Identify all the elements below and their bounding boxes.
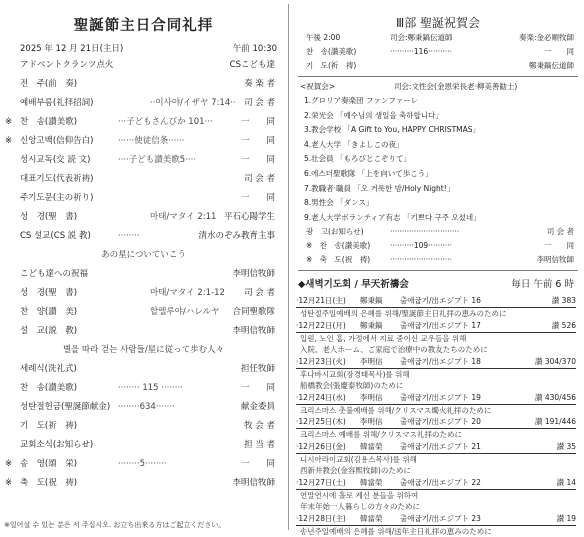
prayer-entry [292, 441, 584, 477]
order-item-person: 平石心陽学生 [223, 212, 275, 222]
prayer-entry [292, 392, 584, 417]
order-item-person: 牧 会 者 [244, 421, 275, 431]
program-item: 9.老人大学ボランティア有志 「기쁘다 구주 오셨네」 [304, 212, 481, 222]
row-detail: ··········109·········· [390, 241, 452, 251]
prayer-leader: 鄭秉鎬 [360, 296, 383, 306]
order-row [0, 284, 287, 303]
prayer-leader: 李明信 [360, 417, 383, 427]
prayer-date: ·12月24日(水) [296, 392, 346, 402]
prayer-hymn: 讃 191/446 [534, 417, 576, 427]
order-item-person: 李明信牧師 [232, 326, 275, 336]
prayer-topic: 西新井教会(金容煕牧師)のために [300, 466, 411, 476]
celebration-row [292, 253, 584, 267]
service-time: 午前 10:30 [232, 44, 277, 54]
prayer-topic: 성탄절주일예배의 은혜를 위해/聖誕節主日礼拝の恵みのために [300, 309, 507, 319]
order-item-person: 清水のぞみ教育主事 [198, 231, 275, 241]
celebration-row [292, 45, 584, 59]
order-item-ref: ········634······· [118, 402, 175, 412]
order-item-person: 一 同 [240, 459, 275, 469]
prayer-scripture: 출애굽기/出エジプト 20 [400, 417, 481, 427]
order-item-name: こども達への祝福 [20, 269, 89, 279]
prayer-topic: 후나바시교회(장경태목사)를 위해 [300, 369, 410, 379]
prayer-topic: 크리스마스 예배를 위해/クリスマス礼拝のために [300, 430, 462, 440]
prayer-leader: 韓當榮 [360, 477, 383, 487]
prayer-scripture: 출애굽기/出エジプト 21 [400, 441, 481, 451]
prayer-entry-head [296, 416, 576, 429]
order-row [0, 474, 287, 493]
order-item-person: 一 同 [240, 136, 275, 146]
order-item-name: 성시교독(交 読 文) [20, 155, 91, 165]
prayer-scripture: 출애굽기/出エジプト 16 [400, 296, 481, 306]
prayer-topic: 年末年始一人暮らしの方々のために [300, 502, 420, 512]
order-row [0, 265, 287, 284]
program-hosts: 司会:文性会(金恩栄長老·柳美善勧士) [394, 82, 518, 91]
row-person: 司 会 者 [546, 227, 574, 237]
program-item: 2.栄光会 「예수님의 생일을 축하합니다」 [304, 110, 443, 120]
row-person: 一 同 [544, 47, 574, 56]
stand-mark: ※ [5, 459, 13, 469]
row-person: 奏楽:金必順牧師 [518, 33, 574, 42]
prayer-scripture: 출애굽기/出エジプト 18 [400, 356, 481, 366]
row-detail: 司会:鄭秉鎬伝道師 [390, 33, 453, 42]
order-item-person: 李明信牧師 [232, 478, 275, 488]
order-row [0, 398, 287, 417]
order-item-ref: 마태/マタイ 2:11 [150, 212, 217, 222]
row-label: 광 고(お知らせ) [306, 227, 364, 237]
program-item: 7.教職者·職員 「오 거룩한 밤/Holy Night!」 [304, 183, 455, 193]
order-item-person: 担 当 者 [244, 440, 275, 450]
row-detail: ··········116·········· [390, 47, 452, 56]
celebration-row [292, 31, 584, 45]
order-item-person: 司 会 者 [244, 98, 275, 108]
order-item-ref: ····子ども讃美歌5···· [118, 155, 197, 165]
prayer-scripture: 출애굽기/出エジプト 23 [400, 513, 481, 523]
order-item-name: 전 주(前 奏) [20, 79, 78, 89]
row-person: 李明信牧師 [536, 255, 574, 265]
order-row [0, 113, 287, 132]
order-row [0, 94, 287, 113]
prayer-topic: 니시아라이교회(김용스목사)를 위해 [300, 454, 417, 464]
order-item-ref: ··이사야/イザヤ 7:14·· [150, 98, 236, 108]
order-item-person: 一 同 [240, 117, 275, 127]
order-item-ref: 할렐루야/ハレルヤ [150, 307, 220, 317]
program-item: 4.老人大学 「きよしこの夜」 [304, 139, 404, 149]
prayer-hymn: 讃 19 [556, 513, 576, 523]
order-item-person: 一 同 [240, 193, 275, 203]
prayer-entry [292, 477, 584, 513]
order-item-ref: ········ 115 ········ [118, 383, 183, 393]
prayer-hymn: 讃 304/370 [534, 356, 576, 366]
prayer-entry [292, 513, 584, 537]
order-row [0, 360, 287, 379]
celebration-order-tail [292, 225, 584, 267]
prayer-entry-head [296, 513, 576, 526]
order-row [0, 56, 287, 75]
prayer-hymn: 讃 526 [551, 320, 576, 330]
stand-mark: ※ [5, 136, 13, 146]
column-divider [288, 4, 289, 530]
prayer-topic: 입원, 노인 홈, 가정에서 지료 중이신 교우들을 위해 [300, 333, 467, 343]
order-item-ref: 마태/マタイ 2:1-12 [150, 288, 225, 298]
prayer-entry [292, 356, 584, 392]
prayer-hymn: 讃 430/456 [534, 392, 576, 402]
order-item-name: 주기도문(主の祈り) [20, 193, 94, 203]
prayer-scripture: 출애굽기/出エジプト 17 [400, 320, 481, 330]
order-item-person: 担任牧師 [240, 364, 275, 374]
program-header [292, 80, 584, 94]
celebration-row [292, 59, 584, 73]
order-item-ref: ········5········ [118, 459, 167, 469]
row-label: 午後 2:00 [306, 33, 341, 42]
order-item-name: CS 설교(CS 説 教) [20, 231, 91, 241]
prayer-date: ·12月25日(木) [296, 417, 346, 427]
standing-note: ※일어설 수 있는 분은 서 주십시오. お立ち出来る方はご起立ください。 [4, 521, 226, 529]
stand-mark: ※ [5, 117, 13, 127]
prayer-leader: 李明信 [360, 392, 383, 402]
order-item-person: 一 同 [240, 383, 275, 393]
order-list [0, 56, 287, 493]
order-row [0, 132, 287, 151]
order-item-name: 교회소식(お知らせ) [20, 440, 94, 450]
order-item-name: 예배부름(礼拝招詞) [20, 98, 94, 108]
prayer-leader: 鄭秉鎬 [360, 320, 383, 330]
celebration-column [292, 0, 584, 537]
order-item-person: CSこども達 [229, 60, 275, 70]
row-person: 一 同 [544, 241, 574, 251]
order-item-name: 송 영(頌 栄) [20, 459, 78, 469]
prayer-leader: 李明信 [360, 356, 383, 366]
prayer-entry [292, 416, 584, 441]
order-item-name: 찬 양(讃 美) [20, 307, 78, 317]
row-label: ※ 축 도(祝 祷) [306, 255, 371, 265]
order-item-name: 신앙고백(信仰告白) [20, 136, 94, 146]
dawn-prayer-time: 毎日 午前 6 時 [511, 279, 574, 291]
prayer-entry [292, 295, 584, 320]
order-item-name: 기 도(祈 祷) [20, 421, 78, 431]
program-item: 3.教会学校 「A Gift to You, HAPPY CHRISTMAS」 [304, 125, 481, 135]
order-row [0, 151, 287, 170]
program-item: 8.男性会 「ダンス」 [304, 198, 374, 208]
row-label: 찬 송(讃美歌) [306, 47, 357, 56]
order-item-person: 司 会 者 [244, 174, 275, 184]
order-item-person: 李明信牧師 [232, 269, 275, 279]
prayer-date: ·12月23日(火) [296, 356, 346, 366]
prayer-scripture: 출애굽기/出エジプト 22 [400, 477, 481, 487]
order-item-name: 대표기도(代表祈祷) [20, 174, 94, 184]
stand-mark: ※ [5, 478, 13, 488]
order-item-person: 献金委員 [240, 402, 275, 412]
prayer-hymn: 讃 35 [556, 441, 576, 451]
prayer-scripture: 출애굽기/出エジプト 19 [400, 392, 481, 402]
prayer-date: ·12月27日(土) [296, 477, 346, 487]
order-row [0, 379, 287, 398]
celebration-row [292, 225, 584, 239]
order-item-ref: ········ [118, 231, 140, 241]
row-label: 기 도(祈 祷) [306, 61, 357, 70]
prayer-date: ·12月26日(金) [296, 441, 346, 451]
celebration-row [292, 239, 584, 253]
order-item-ref: ······使徒信条······ [118, 136, 185, 146]
row-person: 鄭秉鎬伝道師 [529, 61, 574, 70]
prayer-date: ·12月22日(月) [296, 320, 346, 330]
order-item-person: 司 会 者 [244, 288, 275, 298]
prayer-entry [292, 320, 584, 356]
order-item-name: 찬 송(讃美歌) [20, 383, 78, 393]
row-label: ※ 찬 송(讃美歌) [306, 241, 371, 251]
order-item-name: 축 도(祝 祷) [20, 478, 78, 488]
prayer-topic: 연말연시에 홀로 계신 분들을 위하여 [300, 490, 419, 500]
order-item-name: 설 교(説 教) [20, 326, 78, 336]
order-row [0, 170, 287, 189]
dawn-prayer-header [292, 275, 584, 295]
program-item: 5.壮会員 「もろびとこぞりて」 [304, 154, 412, 164]
prayer-entry-head [296, 392, 576, 405]
prayer-entry-head [296, 441, 576, 454]
prayer-entry-head [296, 477, 576, 490]
service-date-bar [0, 42, 287, 56]
order-item-name: 성탄절헌금(聖誕節献金) [20, 402, 111, 412]
order-item-name: 세례식(洗礼式) [20, 364, 77, 374]
prayer-topic: 入院、老人ホーム、ご家庭で治療中の教友たちのために [300, 345, 488, 355]
celebration-title: Ⅲ部 聖誕祝賀会 [395, 16, 481, 30]
section-rule [298, 270, 578, 271]
program-label: <祝賀会> [300, 82, 336, 91]
prayer-hymn: 讃 383 [551, 296, 576, 306]
order-row [0, 455, 287, 474]
section-rule [298, 76, 578, 77]
order-item-person: 一 同 [240, 155, 275, 165]
prayer-date: ·12月21日(主) [296, 296, 346, 306]
prayer-entry-head [296, 295, 576, 308]
dawn-prayer-schedule [292, 295, 584, 537]
order-row [0, 208, 287, 227]
dawn-prayer-title: ◆새벽기도회 / 早天祈禱会 [298, 279, 409, 291]
prayer-topic: 크리스마스 촛불예배를 위해/クリスマス燭火礼拝のために [300, 405, 492, 415]
prayer-topic: 송년주일예배의 은혜를 위해/送年主日礼拝の恵みのために [300, 526, 492, 536]
order-row [0, 436, 287, 455]
program-item: 1.グロリア奏楽団 ファンファーレ [304, 96, 419, 105]
order-item-name: 성 경(聖 書) [20, 212, 78, 222]
service-date: 2025 年 12 月 21日(主日) [20, 44, 124, 54]
order-row [0, 75, 287, 94]
order-item-name: アドベントクランツ点火 [20, 60, 114, 70]
prayer-entry-head [296, 356, 576, 369]
order-row [0, 227, 287, 246]
row-detail: ····························· [390, 227, 460, 237]
service-title: 聖誕節主日合同礼拝 [73, 17, 214, 34]
order-item-name: 찬 송(讃美歌) [20, 117, 78, 127]
order-item-person: 奏 楽 者 [244, 79, 275, 89]
celebration-order-head [292, 31, 584, 73]
prayer-hymn: 讃 14 [556, 477, 576, 487]
prayer-entry-head [296, 320, 576, 333]
program-item: 6.에스더聖歌隊 「上を向いて歩こう」 [304, 168, 433, 178]
order-item-ref: ···子どもさんびか 101··· [118, 117, 213, 127]
prayer-topic: 船橋教会(張慶泰牧師)のために [300, 381, 404, 391]
order-item-name: 성 경(聖 書) [20, 288, 78, 298]
order-row [0, 303, 287, 322]
worship-order-column [0, 0, 287, 529]
sermon-subtitle: 별을 따라 걷는 사람들/星に従って歩む人々 [62, 345, 225, 355]
sermon-subtitle: あの星についていこう [101, 250, 186, 260]
order-row [0, 417, 287, 436]
program-list [292, 94, 584, 225]
order-row [0, 322, 287, 341]
prayer-leader: 韓當榮 [360, 441, 383, 451]
prayer-leader: 韓當榮 [360, 513, 383, 523]
prayer-date: ·12月28日(主) [296, 513, 346, 523]
order-row [0, 189, 287, 208]
row-detail: ·························· [390, 255, 452, 265]
order-item-person: 合同聖歌隊 [232, 307, 275, 317]
